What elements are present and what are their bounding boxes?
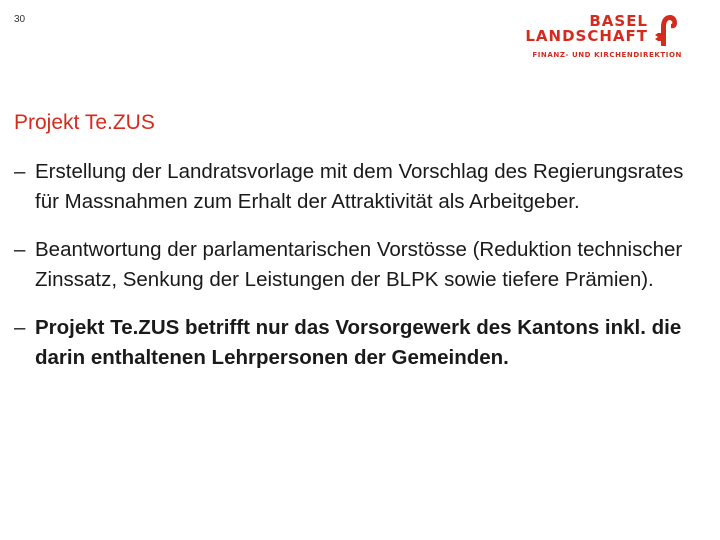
- bullet-text: Erstellung der Landratsvorlage mit dem Vorschlag des Regierungsrates für Massnahmen zum Erhalt der Attraktivität als Arbeitgeber.: [35, 160, 684, 213]
- bullet-list: [14, 157, 704, 391]
- bullet-dash: –: [14, 316, 26, 339]
- bullet-item: [14, 157, 704, 217]
- bullet-item: [14, 313, 704, 373]
- basel-landschaft-logo: [525, 12, 682, 62]
- bullet-item: [14, 235, 704, 295]
- page-number: 30: [14, 14, 26, 25]
- bullet-dash: –: [14, 238, 26, 261]
- bullet-text: Projekt Te.ZUS betrifft nur das Vorsorgewerk des Kantons inkl. die darin enthaltenen Lehrpersonen der Gemeinden.: [35, 316, 682, 369]
- logo-text-landschaft: LANDSCHAFT: [525, 27, 648, 45]
- slide-title: Projekt Te.ZUS: [14, 111, 155, 134]
- logo-subtitle: FINANZ- UND KIRCHENDIREKTION: [532, 51, 682, 59]
- bullet-text: Beantwortung der parlamentarischen Vorstösse (Reduktion technischer Zinssatz, Senkung der Leistungen der BLPK sowie tiefere Prämien).: [35, 238, 683, 291]
- logo-text-basel: BASEL: [589, 12, 648, 30]
- bullet-dash: –: [14, 160, 26, 183]
- basel-landschaft-crosier-icon: [652, 13, 678, 47]
